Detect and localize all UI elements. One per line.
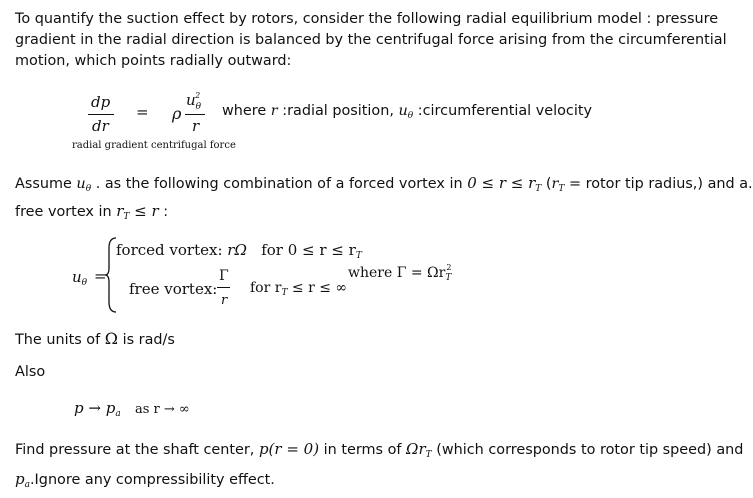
intro-line-1: To quantify the suction effect by rotors, consider the following radial equilibrium model : pressure bbox=[15, 11, 719, 27]
eq2-free-condition: for $r_T \le r$ ≤ ∞ bbox=[250, 280, 348, 298]
eq1-lhs-numerator: dp bbox=[91, 93, 111, 111]
assume-line-1: Assume $u_\theta$ . as the following combination of a forced vortex in $0 \le r \le r_T$ ($r_T$ = rotor tip radius,) and a. bbox=[15, 174, 753, 194]
intro-line-2: gradient in the radial direction is balanced by the centrifugal force arising from the circumferential bbox=[15, 32, 727, 48]
eq2-free-label: free vortex: bbox=[129, 280, 218, 298]
find-line-1: Find pressure at the shaft center, p(r = 0) in terms of $\Omega r_T$ (which corresponds to rotor tip speed) and bbox=[15, 440, 744, 460]
eq1-label-centrifugal-force: centrifugal force bbox=[151, 140, 236, 151]
intro-line-3: motion, which points radially outward: bbox=[15, 53, 292, 69]
eq1-label-radial-gradient: radial gradient bbox=[72, 140, 148, 151]
eq2-fraction-bar bbox=[217, 287, 230, 288]
eq1-lhs-fraction-bar bbox=[88, 114, 114, 115]
eq2-lhs: $u_\theta$ bbox=[72, 268, 88, 288]
eq1-rhs-numerator: $u_\theta^2$ bbox=[186, 91, 202, 112]
eq1-rho: ρ bbox=[172, 104, 182, 123]
eq2-gamma: Γ bbox=[219, 268, 229, 284]
limit-condition: $p \to p_a$ as r → ∞ bbox=[74, 399, 190, 419]
eq2-where-gamma: where $\Gamma = \Omega r_T^2$ bbox=[348, 263, 452, 283]
eq1-rhs-fraction-bar bbox=[185, 114, 205, 115]
units-line: The units of Ω is rad/s bbox=[15, 329, 175, 348]
eq2-r-denominator: r bbox=[221, 293, 228, 308]
assume-line-2: free vortex in $r_T \le r$ : bbox=[15, 202, 169, 222]
eq1-lhs-denominator: dr bbox=[92, 117, 109, 135]
eq2-equals: = bbox=[94, 267, 107, 285]
also-label: Also bbox=[15, 364, 46, 380]
eq1-rhs-denominator: r bbox=[192, 117, 200, 135]
find-line-2: $p_a.Ignore$ any compressibility effect. bbox=[15, 470, 275, 490]
eq1-where-text: where r :radial position, $u_\theta$ :circumferential velocity bbox=[222, 103, 592, 121]
eq2-forced-row: forced vortex: rΩ for $0 \le r \le r_T$ bbox=[116, 241, 362, 261]
eq1-equals: = bbox=[136, 103, 149, 121]
